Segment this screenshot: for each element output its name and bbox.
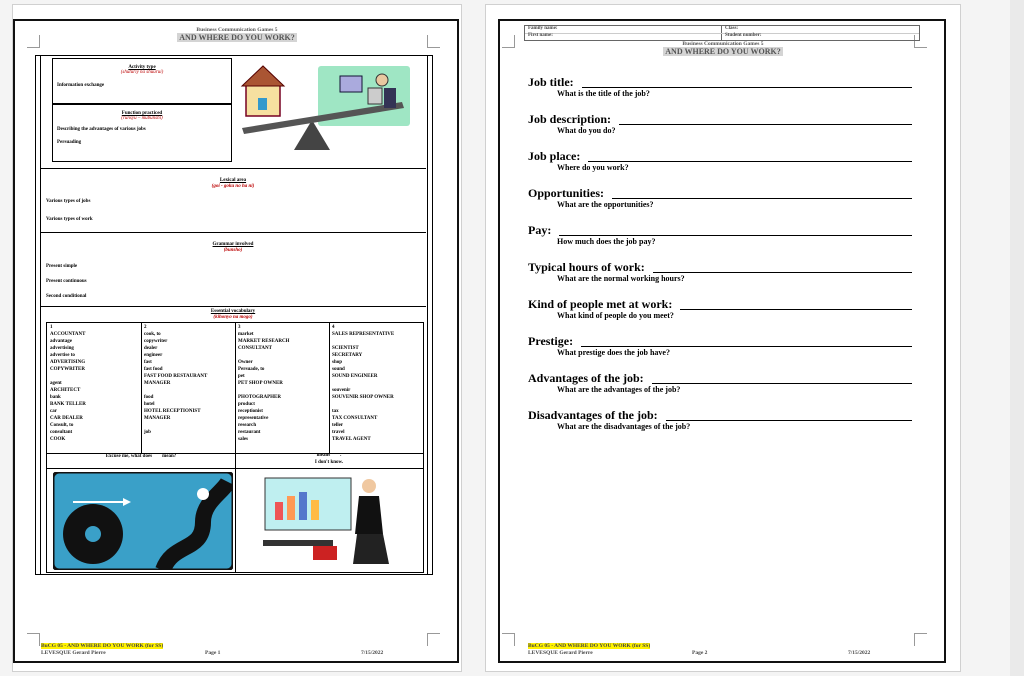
vocab-word bbox=[332, 338, 394, 345]
vocab-word: shop bbox=[332, 360, 343, 365]
question-hint: What prestige does the job have? bbox=[557, 348, 670, 357]
vocab-word: fast food bbox=[144, 367, 163, 372]
vocab-word: SCIENTIST bbox=[332, 346, 359, 351]
vocab-grid bbox=[46, 322, 424, 454]
vocab-word: SECRETARY bbox=[332, 353, 363, 358]
question-hint: Where do you work? bbox=[557, 163, 629, 172]
vocab-column-4 bbox=[332, 324, 394, 443]
lesson-table bbox=[35, 55, 433, 575]
vocab-word: teller bbox=[332, 423, 344, 428]
vocab-word: Consult, to bbox=[50, 423, 74, 428]
vocab-word: COOK bbox=[50, 437, 66, 442]
question-title: Advantages of the job: bbox=[528, 371, 644, 385]
vocab-word bbox=[144, 387, 207, 394]
lexical-item: Various types of jobs bbox=[46, 199, 91, 204]
vocab-word: souvenir bbox=[332, 388, 351, 393]
question-title: Job description: bbox=[528, 112, 612, 126]
vocab-word: TRAVEL AGENT bbox=[332, 437, 371, 442]
function-cell bbox=[52, 104, 232, 162]
vocab-word bbox=[144, 422, 207, 429]
vocab-word bbox=[238, 352, 289, 359]
function-item: Describing the advantages of various jobs bbox=[57, 127, 146, 132]
page-2 bbox=[485, 4, 961, 672]
function-label: Function practiced bbox=[121, 111, 163, 116]
grammar-gloss: (bunsho) bbox=[223, 248, 243, 253]
vocab-word: dealer bbox=[144, 346, 158, 351]
vocab-word: TAX CONSULTANT bbox=[332, 416, 378, 421]
footer-author: LEVESQUE Gerard Pierre bbox=[41, 650, 106, 656]
answer-line[interactable] bbox=[619, 124, 912, 125]
question-hint: What are the opportunities? bbox=[557, 200, 654, 209]
footer-date: 7/15/2022 bbox=[848, 650, 871, 656]
vocab-column-number: 4 bbox=[332, 325, 335, 330]
vocab-word: engineer bbox=[144, 353, 163, 358]
seesaw-illustration bbox=[234, 58, 424, 168]
question-hint: What kind of people do you meet? bbox=[557, 311, 674, 320]
vocab-word: ADVERTISING bbox=[50, 360, 86, 365]
vocab-word: food bbox=[144, 395, 154, 400]
grammar-label: Grammar involved bbox=[212, 242, 254, 247]
corner-mark bbox=[914, 633, 927, 646]
grammar-item: Present simple bbox=[46, 264, 78, 269]
vocab-word: hotel bbox=[144, 402, 155, 407]
lexical-label: Lexical area bbox=[219, 178, 247, 183]
vocab-word: Owner bbox=[238, 360, 253, 365]
vocab-word: CONSULTANT bbox=[238, 346, 272, 351]
question-hint: What are the normal working hours? bbox=[557, 274, 685, 283]
footer-author: LEVESQUE Gerard Pierre bbox=[528, 650, 593, 656]
footer-doc-code: BuCG 05 - AND WHERE DO YOU WORK (for SS) bbox=[528, 643, 651, 649]
activity-type-label: Activity type bbox=[128, 65, 156, 70]
vocab-word: SALES REPRESENTATIVE bbox=[332, 332, 395, 337]
vocab-word: fast bbox=[144, 360, 152, 365]
vocab-word: representative bbox=[238, 416, 269, 421]
phrase-answer-2: I don't know. bbox=[314, 460, 344, 465]
phrase-question: Excuse me, what does mean? bbox=[105, 454, 177, 459]
vocab-column-1 bbox=[50, 324, 86, 443]
series-title: Business Communication Games 5 bbox=[196, 27, 278, 33]
corner-mark bbox=[502, 633, 515, 646]
vocab-word: advantage bbox=[50, 339, 72, 344]
vocab-column-2 bbox=[144, 324, 207, 436]
question-title: Job place: bbox=[528, 149, 581, 163]
answer-line[interactable] bbox=[680, 309, 912, 310]
vocab-word: MARKET RESEARCH bbox=[238, 339, 290, 344]
vocab-word: SOUND ENGINEER bbox=[332, 374, 378, 379]
answer-line[interactable] bbox=[588, 161, 912, 162]
vocab-word: agent bbox=[50, 381, 62, 386]
vocab-word: pet bbox=[238, 374, 245, 379]
vocab-word: research bbox=[238, 423, 257, 428]
vocab-word: CAR DEALER bbox=[50, 416, 83, 421]
question-title: Opportunities: bbox=[528, 186, 605, 200]
vertical-scrollbar[interactable] bbox=[1010, 0, 1024, 676]
question-title: Kind of people met at work: bbox=[528, 297, 673, 311]
vocab-gloss: (kihonyo na mogo) bbox=[213, 315, 253, 320]
grammar-item: Second conditional bbox=[46, 294, 87, 299]
vocab-label: Essential vocabulary bbox=[210, 309, 256, 314]
question-title: Disadvantages of the job: bbox=[528, 408, 658, 422]
page-title: AND WHERE DO YOU WORK? bbox=[665, 47, 781, 56]
answer-line[interactable] bbox=[582, 87, 912, 88]
vocab-word: bank bbox=[50, 395, 61, 400]
page-1 bbox=[12, 4, 462, 672]
question-hint: What are the disadvantages of the job? bbox=[557, 422, 691, 431]
vocab-word: receptionist bbox=[238, 409, 263, 414]
vocab-word: travel bbox=[332, 430, 345, 435]
presentation-woman-image bbox=[243, 472, 415, 570]
vocab-column-3 bbox=[238, 324, 289, 443]
vocab-word: ARCHITECT bbox=[50, 388, 81, 393]
answer-line[interactable] bbox=[653, 272, 912, 273]
footer-page-number: Page 1 bbox=[205, 650, 221, 656]
answer-line[interactable] bbox=[652, 383, 912, 384]
corner-mark bbox=[27, 633, 40, 646]
vocab-word: car bbox=[50, 409, 57, 414]
question-title: Prestige: bbox=[528, 334, 574, 348]
vocab-word: COPYWRITER bbox=[50, 367, 86, 372]
function-item: Persuading bbox=[57, 140, 82, 145]
vocab-word: sound bbox=[332, 367, 345, 372]
activity-type-value: Information exchange bbox=[57, 83, 105, 88]
question-title: Typical hours of work: bbox=[528, 260, 645, 274]
lexical-gloss: (goi - goku no ha ni) bbox=[211, 184, 255, 189]
vocab-word: job bbox=[144, 430, 151, 435]
vocab-column-number: 3 bbox=[238, 325, 241, 330]
vocab-word: FAST FOOD RESTAURANT bbox=[144, 374, 208, 379]
vocab-column-number: 1 bbox=[50, 325, 53, 330]
student-number-field[interactable]: Student number: bbox=[725, 33, 762, 38]
vocab-word: consultant bbox=[50, 430, 73, 435]
corner-mark bbox=[427, 633, 440, 646]
phrase-answer: means . bbox=[316, 453, 342, 458]
vocab-word: market bbox=[238, 332, 254, 337]
vocab-word: BANK TELLER bbox=[50, 402, 86, 407]
vocab-word: MANAGER bbox=[144, 381, 171, 386]
question-title: Pay: bbox=[528, 223, 552, 237]
activity-type-gloss: (shuturiy na shuurui) bbox=[120, 70, 164, 75]
question-title: Job title: bbox=[528, 75, 574, 89]
answer-line[interactable] bbox=[666, 420, 912, 421]
vocab-word bbox=[238, 387, 289, 394]
series-title: Business Communication Games 5 bbox=[682, 41, 764, 47]
activity-type-cell bbox=[52, 58, 232, 104]
answer-line[interactable] bbox=[559, 235, 912, 236]
question-hint: What is the title of the job? bbox=[557, 89, 650, 98]
image-row bbox=[46, 468, 424, 573]
vocab-word: Persuade, to bbox=[238, 367, 265, 372]
answer-line[interactable] bbox=[612, 198, 912, 199]
lexical-item: Various types of work bbox=[46, 217, 93, 222]
vocab-word: advertising bbox=[50, 346, 74, 351]
vocab-word bbox=[332, 380, 394, 387]
student-info-box bbox=[524, 25, 920, 41]
vocab-word: ACCOUNTANT bbox=[50, 332, 86, 337]
question-hint: How much does the job pay? bbox=[557, 237, 656, 246]
first-name-field[interactable]: First name: bbox=[528, 33, 553, 38]
vocab-word: SOUVENIR SHOP OWNER bbox=[332, 395, 394, 400]
vocab-word: PHOTOGRAPHER bbox=[238, 395, 281, 400]
vocab-word: product bbox=[238, 402, 255, 407]
vocab-word: copywriter bbox=[144, 339, 168, 344]
vocab-word: advertise to bbox=[50, 353, 75, 358]
vocab-word: cook, to bbox=[144, 332, 161, 337]
function-gloss: (runsyu – mubunshi) bbox=[121, 116, 163, 121]
vocab-word: restaurant bbox=[238, 430, 261, 435]
vocab-word: tax bbox=[332, 409, 339, 414]
footer-doc-code: BuCG 05 - AND WHERE DO YOU WORK (for SS) bbox=[41, 643, 164, 649]
vocab-word bbox=[50, 373, 86, 380]
vocab-word: PET SHOP OWNER bbox=[238, 381, 283, 386]
answer-line[interactable] bbox=[581, 346, 912, 347]
vocab-word: MANAGER bbox=[144, 416, 171, 421]
grammar-item: Present continuous bbox=[46, 279, 87, 284]
vocab-word: HOTEL RECEPTIONIST bbox=[144, 409, 201, 414]
vocab-column-number: 2 bbox=[144, 325, 147, 330]
family-name-field[interactable]: Family name: bbox=[528, 26, 558, 31]
phrase-row bbox=[46, 452, 424, 469]
footer-page-number: Page 2 bbox=[692, 650, 708, 656]
gear-road-image bbox=[53, 472, 233, 570]
footer-date: 7/15/2022 bbox=[361, 650, 384, 656]
question-hint: What do you do? bbox=[557, 126, 616, 135]
vocab-word: sales bbox=[238, 437, 248, 442]
class-field[interactable]: Class: bbox=[725, 26, 739, 31]
vocab-word bbox=[332, 401, 394, 408]
question-hint: What are the advantages of the job? bbox=[557, 385, 681, 394]
page-title: AND WHERE DO YOU WORK? bbox=[179, 33, 295, 42]
house-computer-seesaw-image bbox=[234, 58, 424, 168]
